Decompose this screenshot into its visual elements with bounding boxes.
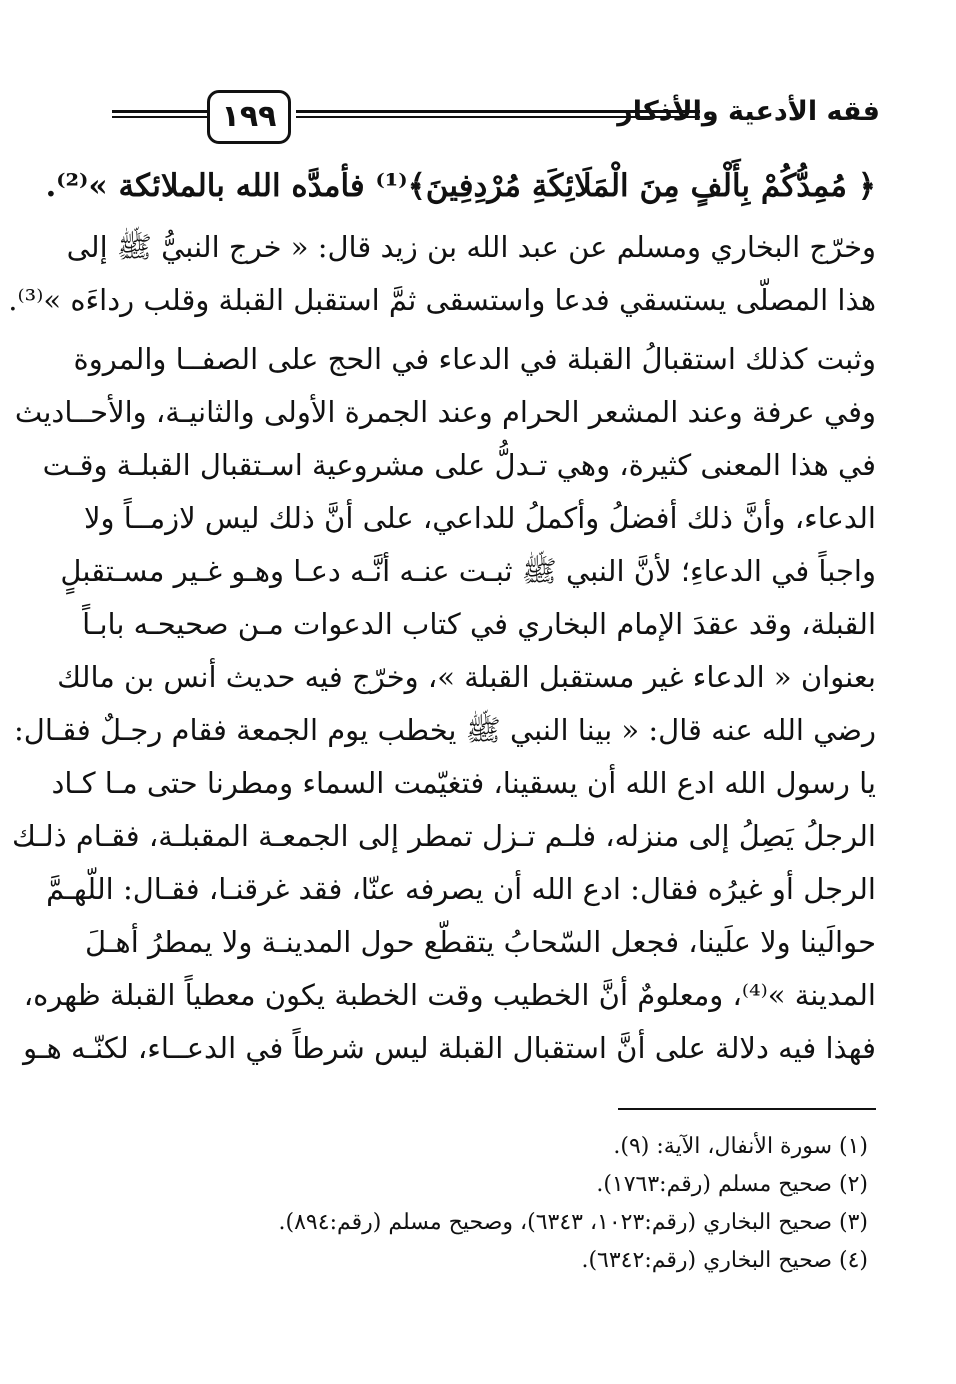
text-line: ﴿ مُمِدُّكُمْ بِأَلْفٍ مِنَ الْمَلَائِكَةِ مُرْدِفِينَ﴾⁽¹⁾ فأمدَّه الله بالملائكة »⁽²⁾. bbox=[45, 168, 876, 204]
text-line: واجباً في الدعاءِ؛ لأنَّ النبي ﷺ ثبـت عنـه أنَّـه دعـا وهـو غـير مسـتقبلٍ bbox=[60, 554, 876, 588]
header-rule-left bbox=[112, 110, 210, 124]
footnote: (٢) صحيح مسلم (رقم:١٧٦٣). bbox=[596, 1172, 868, 1197]
text-line: المدينة »⁽⁴⁾، ومعلومٌ أنَّ الخطيب وقت الخطبة يكون معطياً القبلة ظهره، bbox=[23, 978, 876, 1012]
text-line: الرجلُ يَصِلُ إلى منزله، فلـم تـزل تمطر إلى الجمعـة المقبلـة، فقـام ذلـك bbox=[11, 819, 876, 853]
main-text bbox=[8, 160, 876, 1075]
text-line: حوالَينا ولا علَينا، فجعل السّحابُ يتقطّع حول المدينـة ولا يمطرُ أهـلَ bbox=[84, 925, 876, 959]
text-line: وثبت كذلك استقبالُ القبلة في الدعاء في الحج على الصفــا والمروة bbox=[73, 342, 876, 376]
text-line: بعنوان « الدعاء غير مستقبل القبلة »، وخرّج فيه حديث أنس بن مالك bbox=[57, 660, 876, 694]
footnote: (٤) صحيح البخاري (رقم:٦٣٤٢). bbox=[581, 1248, 868, 1273]
footnote-separator bbox=[618, 1108, 876, 1110]
text-line: في هذا المعنى كثيرة، وهي تـدلُّ على مشروعية اسـتقبال القبلـة وقـت bbox=[42, 448, 876, 482]
text-line: يا رسول الله ادع الله أن يسقينا، فتغيّمت السماء ومطرنا حتى مـا كـاد bbox=[51, 766, 876, 800]
text-line: الرجل أو غيرُه فقال: ادع الله أن يصرفه عنّا، فقد غرقنـا، فقـال: اللّهـمَّ bbox=[46, 872, 876, 906]
footnote: (١) سورة الأنفال، الآية: (٩). bbox=[613, 1134, 868, 1159]
text-line: وفي عرفة وعند المشعر الحرام وعند الجمرة الأولى والثانيـة، والأحــاديث bbox=[14, 395, 876, 429]
page-header bbox=[112, 88, 880, 152]
footnote: (٣) صحيح البخاري (رقم:١٠٢٣، ٦٣٤٣)، وصحيح مسلم (رقم:٨٩٤). bbox=[278, 1210, 868, 1235]
text-line: الدعاء، وأنَّ ذلك أفضلُ وأكملُ للداعي، على أنَّ ذلك ليس لازمــاً ولا bbox=[83, 501, 876, 535]
text-line: القبلة، وقد عقدَ الإمام البخاري في كتاب الدعوات مـن صحيحـه بابـاً bbox=[82, 607, 876, 641]
book-title: فقه الأدعية والأذكار bbox=[617, 96, 880, 127]
text-line: رضي الله عنه قال: « بينا النبي ﷺ يخطب يوم الجمعة فقام رجـلٌ فقـال: bbox=[14, 713, 876, 747]
text-line: فهذا فيه دلالة على أنَّ استقبال القبلة ليس شرطاً في الدعــاء، لكنّـه هـو bbox=[23, 1031, 876, 1065]
text-line: وخرّج البخاري ومسلم عن عبد الله بن زيد قال: « خرج النبيُّ ﷺ إلى bbox=[66, 230, 876, 264]
text-line: هذا المصلّى يستسقي فدعا واستسقى ثمَّ استقبل القبلة وقلب رداءَه »⁽³⁾. bbox=[8, 283, 876, 317]
footnotes bbox=[100, 1128, 868, 1280]
page-number: ١٩٩ bbox=[207, 90, 291, 144]
